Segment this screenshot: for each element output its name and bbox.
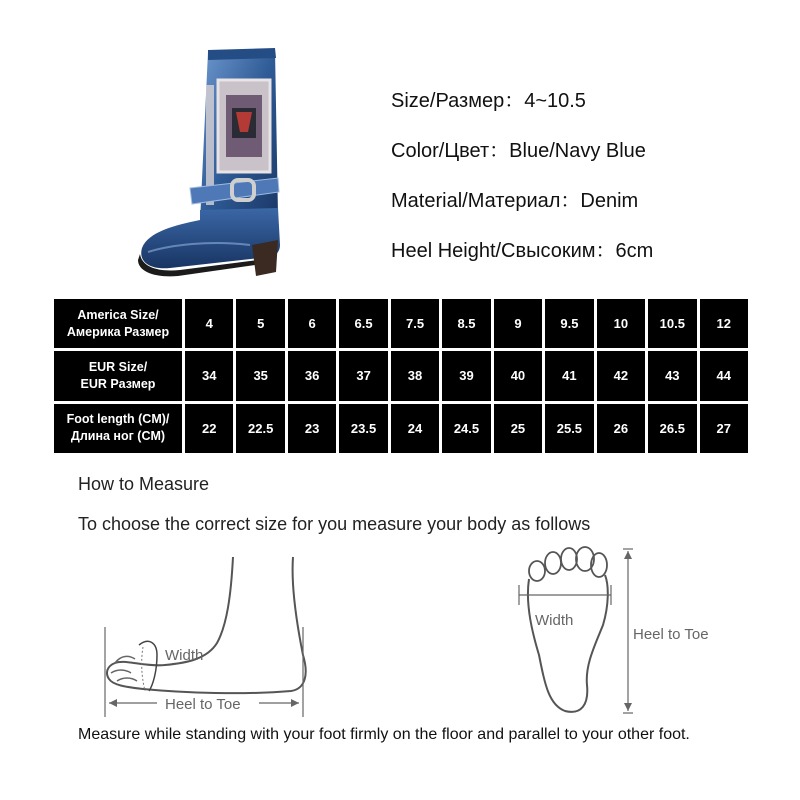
table-cell: 22.5	[236, 404, 284, 453]
table-cell: 8.5	[442, 299, 490, 348]
table-cell: 36	[288, 351, 336, 400]
table-cell: 35	[236, 351, 284, 400]
row-header-line2: Америка Размер	[66, 324, 170, 339]
table-cell: 23.5	[339, 404, 387, 453]
side-width-label: Width	[165, 647, 204, 664]
table-row	[54, 299, 748, 348]
spec-heel-value: 6cm	[615, 240, 654, 262]
side-foot-diagram	[95, 555, 325, 725]
spec-size-label: Size/Размер：	[391, 90, 525, 112]
spec-material	[391, 184, 638, 213]
table-row	[54, 404, 748, 453]
spec-material-label: Material/Материал：	[391, 190, 581, 212]
size-chart-table	[51, 296, 751, 456]
row-header-line2: EUR Размер	[80, 376, 156, 391]
side-foot-outline	[107, 557, 306, 693]
spec-heel-label: Heel Height/Свысоким：	[391, 240, 616, 262]
table-cell: 26	[597, 404, 645, 453]
table-cell: 25.5	[545, 404, 593, 453]
table-cell: 37	[339, 351, 387, 400]
measure-footnote: Measure while standing with your foot firmly on the floor and parallel to your other foot.	[78, 726, 690, 743]
table-cell: 4	[185, 299, 233, 348]
table-cell: 34	[185, 351, 233, 400]
table-cell: 41	[545, 351, 593, 400]
top-width-label: Width	[535, 612, 574, 629]
row-header-line1: America Size/	[77, 307, 159, 322]
table-cell: 38	[391, 351, 439, 400]
table-cell: 22	[185, 404, 233, 453]
table-cell: 10.5	[648, 299, 696, 348]
table-cell: 9	[494, 299, 542, 348]
row-header-line1: EUR Size/	[88, 359, 148, 374]
row-header-cell	[54, 404, 182, 453]
row-header-line2: Длина ног (CM)	[70, 429, 166, 444]
table-cell: 42	[597, 351, 645, 400]
top-heel-to-toe-label: Heel to Toe	[633, 626, 709, 643]
spec-color-label: Color/Цвет：	[391, 140, 510, 162]
table-cell: 27	[700, 404, 748, 453]
table-cell: 7.5	[391, 299, 439, 348]
table-cell: 24	[391, 404, 439, 453]
table-cell: 43	[648, 351, 696, 400]
table-cell: 25	[494, 404, 542, 453]
table-cell: 12	[700, 299, 748, 348]
table-cell: 6.5	[339, 299, 387, 348]
table-cell: 23	[288, 404, 336, 453]
table-cell: 6	[288, 299, 336, 348]
spec-color-value: Blue/Navy Blue	[509, 140, 646, 162]
table-cell: 44	[700, 351, 748, 400]
spec-size	[391, 84, 586, 113]
table-cell: 26.5	[648, 404, 696, 453]
measure-title: How to Measure	[78, 474, 210, 494]
table-cell: 9.5	[545, 299, 593, 348]
top-foot-diagram	[515, 545, 735, 720]
table-cell: 24.5	[442, 404, 490, 453]
spec-color	[391, 134, 646, 163]
spec-size-value: 4~10.5	[524, 90, 586, 112]
table-cell: 10	[597, 299, 645, 348]
table-cell: 39	[442, 351, 490, 400]
table-cell: 40	[494, 351, 542, 400]
row-header-line1: Foot length (CM)/	[66, 412, 170, 427]
row-header-cell	[54, 299, 182, 348]
side-heel-to-toe-label: Heel to Toe	[165, 696, 241, 713]
table-row	[54, 351, 748, 400]
row-header-cell	[54, 351, 182, 400]
spec-material-value: Denim	[580, 190, 639, 212]
table-cell: 5	[236, 299, 284, 348]
boot-product-image	[130, 40, 310, 290]
measure-subtitle: To choose the correct size for you measure your body as follows	[78, 514, 591, 534]
spec-heel-height	[391, 234, 653, 263]
